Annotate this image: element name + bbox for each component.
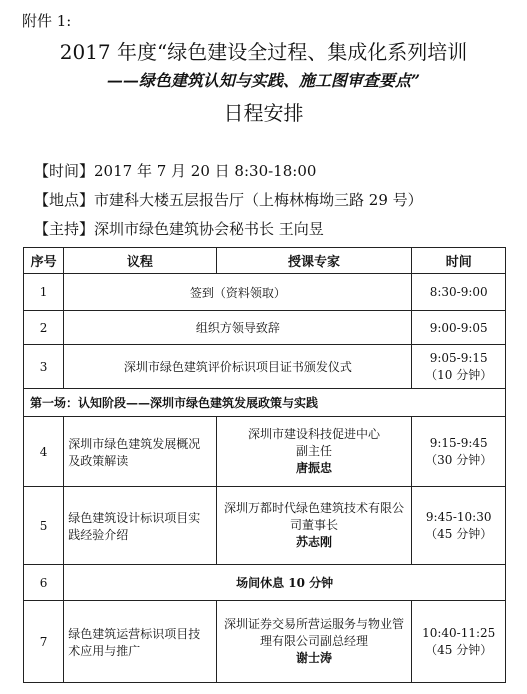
section-title: 第一场：认知阶段——深圳市绿色建筑发展政策与实践: [24, 389, 506, 417]
cell-time: 8:30-9:00: [412, 274, 506, 311]
cell-time: [412, 345, 506, 389]
cell-agenda: 深圳市绿色建筑评价标识项目证书颁发仪式: [64, 345, 412, 389]
cell-seq: 1: [24, 274, 64, 311]
document-title: 2017 年度“绿色建设全过程、集成化系列培训: [59, 40, 468, 64]
attachment-label: 附件 1:: [22, 12, 72, 30]
header-agenda: 议程: [64, 248, 216, 274]
info-time: [34, 160, 316, 181]
expert-org: 深圳市建设科技促进中心: [247, 427, 380, 441]
cell-seq: 3: [24, 345, 64, 389]
table-header-row: [24, 248, 506, 274]
cell-agenda: 深圳市绿色建筑发展概况及政策解读: [64, 417, 216, 487]
time-range: 10:40-11:25: [422, 625, 496, 640]
header-seq: 序号: [24, 248, 64, 274]
cell-seq: 6: [24, 565, 64, 601]
expert-name: 谢士涛: [295, 651, 332, 665]
table-row: [24, 274, 506, 311]
time-range: 9:15-9:45: [429, 435, 488, 450]
cell-agenda: 签到（资料领取）: [64, 274, 412, 311]
time-duration: （30 分钟）: [425, 452, 493, 467]
time-duration: （10 分钟）: [425, 367, 493, 382]
cell-time: [412, 487, 506, 565]
table-row: [24, 311, 506, 345]
info-host: [34, 218, 324, 239]
table-row: [24, 417, 506, 487]
time-duration: （45 分钟）: [425, 642, 493, 657]
cell-time: [412, 417, 506, 487]
host-value: 深圳市绿色建筑协会秘书长 王向昱: [94, 220, 324, 238]
cell-agenda: 组织方领导致辞: [64, 311, 412, 345]
section-row: [24, 389, 506, 417]
expert-org: 深圳证券交易所营运服务与物业管理有限公司副总经理: [223, 617, 404, 648]
table-row: [24, 487, 506, 565]
host-label: 【主持】: [34, 220, 95, 238]
time-value: 2017 年 7 月 20 日 8:30-18:00: [94, 162, 317, 180]
document-subtitle: ——绿色建筑认知与实践、施工图审查要点”: [106, 71, 421, 90]
cell-expert: [216, 417, 412, 487]
cell-agenda: 绿色建筑运营标识项目技术应用与推广: [64, 601, 216, 683]
expert-name: 苏志刚: [295, 535, 332, 549]
cell-expert: [216, 601, 412, 683]
cell-seq: 7: [24, 601, 64, 683]
header-expert: 授课专家: [216, 248, 412, 274]
break-notice: 场间休息 10 分钟: [64, 565, 506, 601]
table-row: [24, 345, 506, 389]
expert-org: 深圳万都时代绿色建筑技术有限公司董事长: [223, 501, 404, 532]
table-row: [24, 565, 506, 601]
cell-time: [412, 601, 506, 683]
time-duration: （45 分钟）: [425, 526, 493, 541]
cell-seq: 4: [24, 417, 64, 487]
time-range: 9:45-10:30: [425, 509, 492, 524]
cell-seq: 2: [24, 311, 64, 345]
place-label: 【地点】: [34, 191, 95, 209]
expert-name: 唐振忠: [295, 461, 332, 475]
cell-time: 9:00-9:05: [412, 311, 506, 345]
cell-expert: [216, 487, 412, 565]
cell-agenda: 绿色建筑设计标识项目实践经验介绍: [64, 487, 216, 565]
table-row: [24, 601, 506, 683]
info-place: [34, 189, 423, 210]
time-range: 9:05-9:15: [429, 350, 488, 365]
header-time: 时间: [412, 248, 506, 274]
schedule-heading: 日程安排: [223, 101, 304, 125]
time-label: 【时间】: [34, 162, 95, 180]
expert-title: 副主任: [295, 444, 332, 458]
cell-seq: 5: [24, 487, 64, 565]
schedule-table: [23, 247, 506, 683]
place-value: 市建科大楼五层报告厅（上梅林梅坳三路 29 号）: [94, 191, 423, 209]
